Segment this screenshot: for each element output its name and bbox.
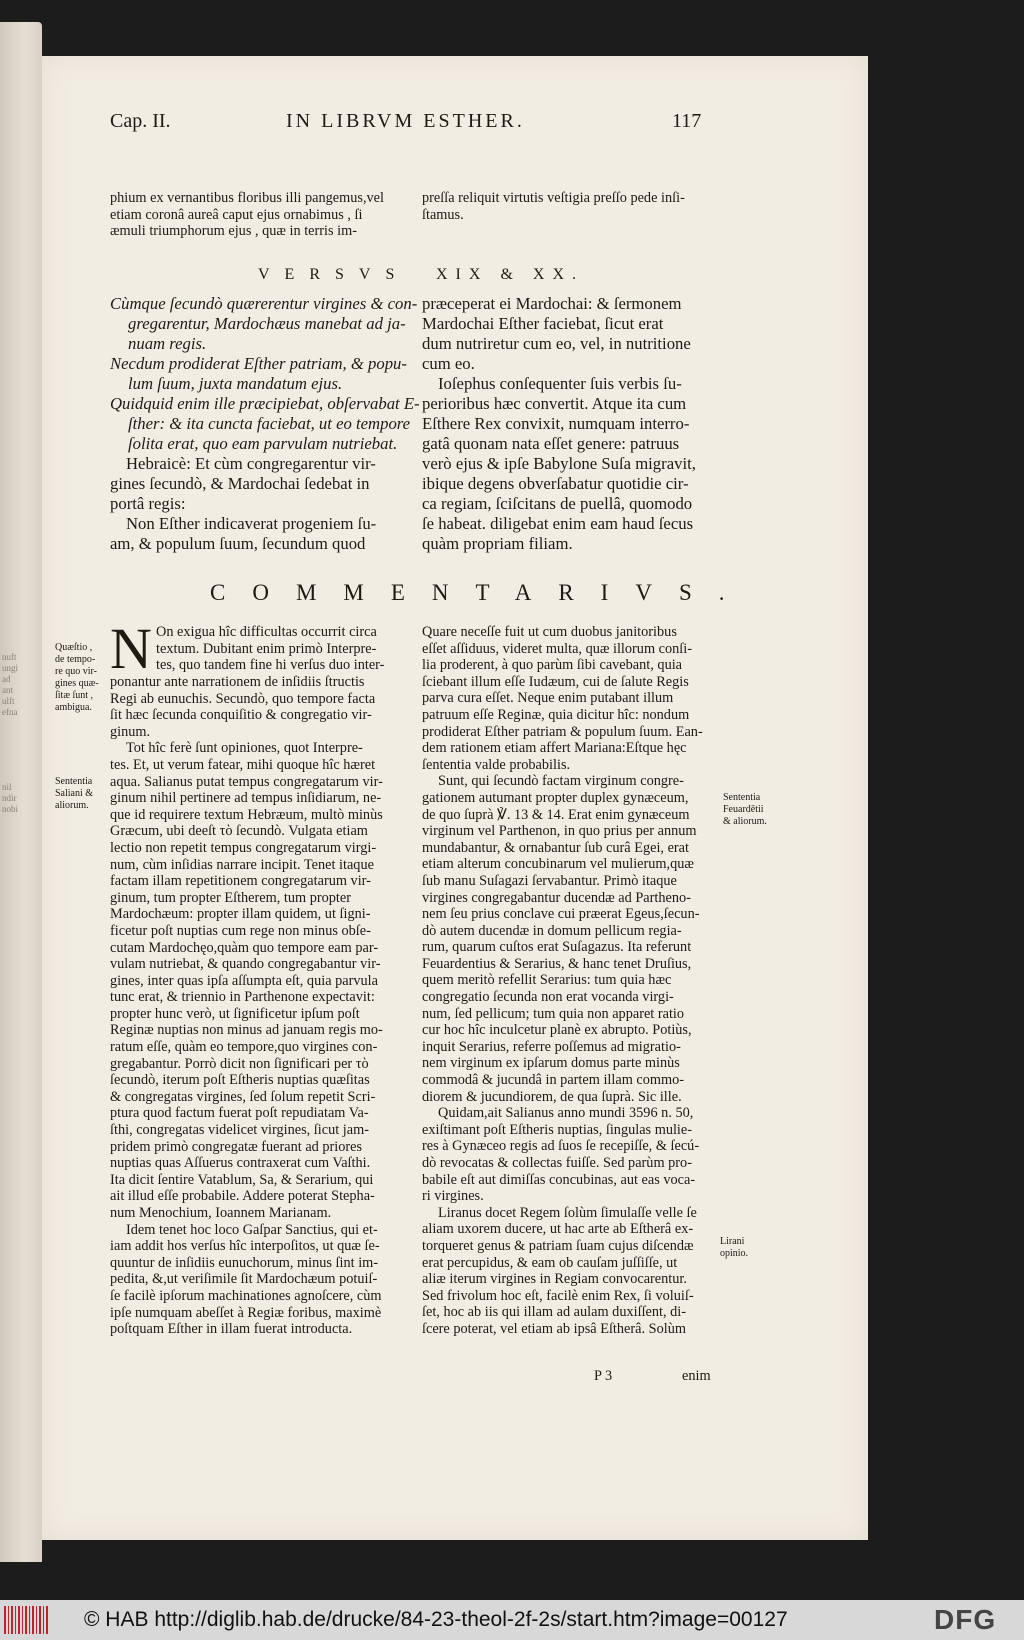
commentary-left-column: ponantur ante narrationem de inſidiis ſtructis Regi ab eunuchis. Secundò, quo tempore facta ſit hæc ſecunda conquiſitio & congregatio vir- ginum. Tot hîc ferè ſunt opiniones, quot Interpre- tes. Et, ut verum fatear, mihi quoque hîc hæret aqua. Salianus putat tempus congregatarum vir- ginum nihil pertinere ad tempus inſidiarum, ne- que id requirere textum Hebræum, multò minùs Græcum, ubi deeſt τὸ ſecundò. Vulgata etiam lectio non repetit tempus congregatarum virgi- num, cùm inſidias narrare incipit. Tenet itaque factam illam repetitionem congregatarum vir- ginum, tum propter Eſtherem, tum propter Mardochæum: propter illam quidem, ut ſigni- ficetur poſt nuptias cum rege non minus obſe- cutam Mardochęo,quàm quo tempore eam par- vulam nutriebat, & quando congregabantur vir- gines, inter quas ipſa aſſumpta eſt, quia parvula tunc erat, & triennio in Parthenone expectavit: propter hunc verò, ut ſignificetur ipſum poſt Reginæ nuptias non minus ad januam regis mo- ratum eſſe, quàm eo tempore,quo virgines con- gregabantur. Porrò dicit non ſignificari per τὸ ſecundò, iterum poſt Eſtheris nuptias quæſitas & congregatas virgines, ſed ſolum repetit Scri- ptura quod factum fuerat poſt repudiatam Va- ſthi, congregatas videlicet virgines, ſicut jam- pridem primò congregatæ fuerant ad priores nuptias quas Aſſuerus contraxerat cum Vaſthi. Ita dicit ſentire Vatablum, Sa, & Serarium, qui ait illud eſſe probabile. Addere poterat Stepha- num Menochium, Ioannem Marianam. Idem tenet hoc loco Gaſpar Sanctius, qui et- iam addit hos verſus hîc interpoſitos, ut quæ ſe- quuntur de inſidiis eunuchorum, minus ſint im- pedita, &,ut veriſimile ſit Mardochæum potuiſ- ſe facilè ipſorum machinationes agnoſcere, cùm ipſe numquam abeſſet à Regiæ foribus, maximè poſtquam Eſther in illam fuerat introducta. [110,674,383,1338]
dfg-logo: DFG [934,1604,997,1635]
margin-note-quaestio: Quæſtio , de tempo- re quo vir- gines quæ- ſitæ ſunt , ambigua. [55,642,99,713]
previous-page-edge: nuft ungi ad ant ulft efna nil ndir nobi [0,22,42,1562]
margin-note-saliani: Sententia Saliani & aliorum. [55,776,94,811]
versus-numbers: XIX & XX. [436,266,584,283]
hebraice-text: Hebraicè: Et cùm congregarentur vir- gines ſecundò, & Mardochai ſedebat in portâ regis: Non Eſther indicaverat progeniem ſu- am, & populum ſuum, ſecundum quod [110,454,377,553]
verse-text: Cùmque ſecundò quærerentur virgines & con- gregarentur, Mardochæus manebat ad ja- nuam regis. Necdum prodiderat Eſther patriam, & popu- lum ſuum, juxta mandatum ejus. Quidquid enim ille præcipiebat, obſervabat E- ſther: & ita cuncta faciebat, ut eo tempore ſolita erat, quo eam parvulam nutriebat. [110,294,420,453]
margin-note-lirani: Lirani opinio. [720,1236,749,1259]
footer-bar [0,1600,1024,1640]
catchword: enim [682,1368,711,1384]
commentary-intro: On exigua hîc difficultas occurrit circa textum. Dubitant enim primò Interpre- tes, quo tandem fine hi verſus duo inter- [156,624,385,674]
commentarius-heading: COMMENTARIVS. [210,580,752,605]
top-right-text: preſſa reliquit virtutis veſtigia preſſo pede inſi- ſtamus. [422,190,685,223]
verse-right-text: præceperat ei Mardochai: & ſermonem Mardochai Eſther faciebat, ſicut erat dum nutriretur cum eo, vel, in nutritione cum eo. Ioſephus conſequenter ſuis verbis ſu- perioribus hæc convertit. Atque ita cum Eſthere Rex convixit, numquam interro- gatâ quonam nata eſſet genere: patruus verò ejus & ipſe Babylone Suſa migravit, ibique degens obverſabatur quotidie cir- ca regiam, ſciſcitans de puellâ, quomodo ſe habeat. diligebat enim eam haud ſecus quàm propriam filiam. [422,294,696,553]
drop-cap: N [110,616,152,681]
chapter-heading: Cap. II. [110,110,171,132]
signature-mark: P 3 [594,1368,613,1384]
hab-logo-icon [4,1606,48,1634]
top-left-text: phium ex vernantibus floribus illi pangemus,vel etiam coronâ aureâ caput ejus ornabimus , ſi æmuli triumphorum ejus , quæ in terris im- [110,190,384,240]
margin-note-feuardentii: Sententia Feuardētii & aliorum. [723,792,767,827]
running-title: IN LIBRVM ESTHER. [286,110,525,132]
commentary-right-column: Quare neceſſe fuit ut cum duobus janitoribus eſſet aſſiduus, videret multa, quæ illorum conſi- lia proderent, à quo parùm ſibi cavebant, quia ſciebant illum eſſe Iudæum, cui de ſalute Regis parva cura eſſet. Neque enim putabant illum patruum eſſe Reginæ, quia dicitur hîc: nondum prodiderat Eſther patriam & populum ſuum. Ean- dem rationem etiam affert Mariana:Eſtque hęc ſententia valde probabilis. Sunt, qui ſecundò factam virginum congre- gationem autumant propter duplex gynæceum, de quo ſuprà ℣. 13 & 14. Erat enim gynæceum virginum vel Parthenon, in quo prius per annum mundabantur, & ornabantur ſub curâ Egei, erat etiam alterum concubinarum vel mulierum,quæ ſub manu Suſagazi ſervabantur. Primò itaque virgines congregabantur ducendæ ad Partheno- nem ſeu prius conclave cui præerat Egeus,ſecun- dò autem ducendæ in domum pellicum regia- rum, quarum cuſtos erat Suſagazus. Ita referunt Feuardentius & Serarius, & hanc tenet Druſius, quem meritò refellit Serarius: tum quia hæc congregatio ſecunda non erat vocanda virgi- num, ſed pellicum; tum quia non apparet ratio cur hoc hîc inculcetur planè ex abrupto. Potiùs, inquit Serarius, referre poſſemus ad migratio- nem virginum ex ipſarum domus parte minùs commodâ & jucundâ in partem illam commo- diorem & jucundiorem, de qua ſuprà. Sic ille. Quidam,ait Salianus anno mundi 3596 n. 50, exiſtimant poſt Eſtheris nuptias, ſingulas mulie- res à Gynæceo regis ad ſuos ſe recepiſſe, & ſecú- dò revocatas & collectas fuiſſe. Sed parùm pro- babile eſt aut dimiſſas concubinas, aut eas voca- ri virgines. Liranus docet Regem ſolùm ſimulaſſe velle ſe aliam uxorem ducere, ut hac arte ab Eſtherâ ex- torqueret genus & patriam ſuam cujus diſcendæ erat percupidus, & eam ob cauſam juſſiſſe, ut aliæ iterum virgines in Regiam convocarentur. Sed frivolum hoc eſt, facilè enim Rex, ſi voluiſ- ſet, hoc ab iis qui illam ad aulam duxiſſent, di- ſcere poterat, vel etiam ab ipsâ Eſtherâ. Solùm [422,624,703,1337]
source-link[interactable]: © HAB http://diglib.hab.de/drucke/84-23-theol-2f-2s/start.htm?image=00127 [84,1608,788,1631]
versus-label: VERSVS [258,266,410,283]
page-number: 117 [672,110,702,132]
